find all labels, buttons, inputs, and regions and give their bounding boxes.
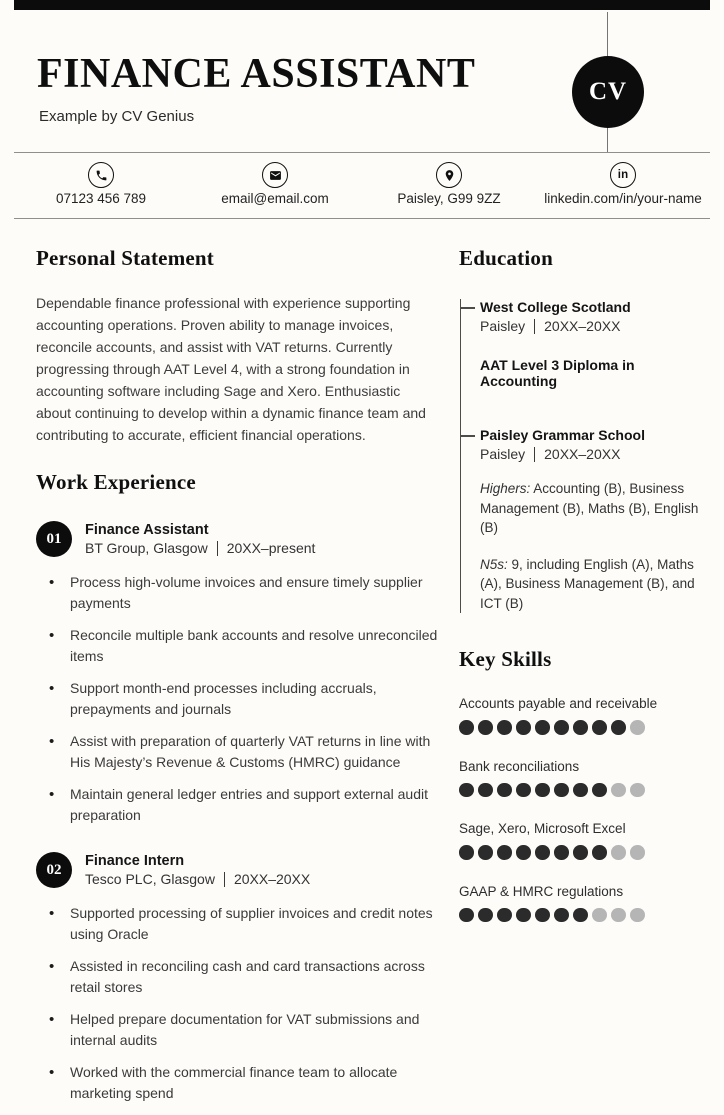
skill-label: GAAP & HMRC regulations bbox=[459, 883, 624, 899]
list-item: • Helped prepare documentation for VAT submissions and internal audits bbox=[36, 1009, 438, 1051]
school-meta bbox=[480, 446, 705, 462]
job-meta bbox=[85, 540, 315, 556]
skill-dot bbox=[630, 783, 645, 798]
job-meta bbox=[85, 871, 310, 887]
personal-statement-heading: Personal Statement bbox=[36, 246, 214, 270]
skill-dot bbox=[630, 845, 645, 860]
personal-statement-body: Dependable finance professional with experience supporting accounting operations. Proven ability to manage invoices, reconcile accounts, and assist with VAT returns. Currently progressing through AAT Level 4, with a strong foundation in accounting software including Sage and Xero. Enthusiastic about continuing to develop within a dynamic finance team and contributing to accurate, efficient financial operations. bbox=[36, 295, 426, 443]
page-title: FINANCE ASSISTANT bbox=[37, 51, 476, 97]
education-heading: Education bbox=[459, 246, 553, 270]
contact-item-linkedin bbox=[536, 153, 710, 217]
pipe-divider bbox=[224, 872, 225, 887]
skill-dot bbox=[516, 720, 531, 735]
skill-dot bbox=[573, 845, 588, 860]
n5s-detail: N5s: 9, including English (A), Maths (A), Business Management (B), and ICT (B) bbox=[480, 556, 695, 611]
contact-item-location bbox=[362, 153, 536, 217]
skill-row bbox=[459, 884, 705, 923]
education-entry-1 bbox=[461, 299, 705, 389]
job-entry-1 bbox=[36, 521, 438, 826]
job-company: BT Group, Glasgow bbox=[85, 540, 208, 556]
email-icon bbox=[262, 162, 288, 188]
list-item: • Assist with preparation of quarterly VAT returns in line with His Majesty’s Revenue & Customs (HMRC) guidance bbox=[36, 731, 438, 773]
skill-dot bbox=[592, 720, 607, 735]
school-dates: 20XX–20XX bbox=[544, 318, 621, 334]
list-item: • Worked with the commercial finance team to allocate marketing spend bbox=[36, 1062, 438, 1104]
skill-dot bbox=[497, 720, 512, 735]
skill-rating-dots bbox=[459, 908, 705, 923]
skill-dot bbox=[592, 908, 607, 923]
highers-detail: Highers: Accounting (B), Business Management (B), Maths (B), English (B) bbox=[480, 481, 699, 535]
phone-icon bbox=[88, 162, 114, 188]
pipe-divider bbox=[217, 541, 218, 556]
skill-dot bbox=[592, 845, 607, 860]
school-location: Paisley bbox=[480, 318, 526, 334]
key-skills-heading: Key Skills bbox=[459, 647, 552, 671]
pipe-divider bbox=[534, 447, 535, 462]
linkedin-icon: in bbox=[610, 162, 636, 188]
list-item: • Support month-end processes including accruals, prepayments and journals bbox=[36, 678, 438, 720]
skill-dot bbox=[459, 908, 474, 923]
skill-dot bbox=[535, 783, 550, 798]
pipe-divider bbox=[534, 319, 535, 334]
skill-dot bbox=[611, 845, 626, 860]
skill-dot bbox=[497, 845, 512, 860]
list-item: • Reconcile multiple bank accounts and resolve unreconciled items bbox=[36, 625, 438, 667]
left-column bbox=[36, 246, 438, 1115]
work-experience-heading: Work Experience bbox=[36, 470, 196, 494]
job-number-badge: 02 bbox=[36, 852, 72, 888]
contact-divider bbox=[14, 218, 710, 219]
skill-dot bbox=[554, 908, 569, 923]
skill-dot bbox=[535, 908, 550, 923]
phone-number: 07123 456 789 bbox=[55, 191, 147, 206]
skill-dot bbox=[611, 908, 626, 923]
top-accent-bar bbox=[14, 0, 710, 10]
skill-dot bbox=[554, 845, 569, 860]
job-title: Finance Intern bbox=[85, 853, 185, 869]
job-bullet-list bbox=[36, 572, 438, 826]
skill-dot bbox=[497, 908, 512, 923]
skill-row bbox=[459, 759, 705, 798]
skill-rating-dots bbox=[459, 845, 705, 860]
school-name: Paisley Grammar School bbox=[480, 427, 645, 443]
skill-dot bbox=[478, 720, 493, 735]
skill-dot bbox=[535, 720, 550, 735]
degree-title: AAT Level 3 Diploma in Accounting bbox=[480, 357, 635, 389]
skill-dot bbox=[611, 720, 626, 735]
job-dates: 20XX–20XX bbox=[233, 871, 311, 887]
skill-dot bbox=[497, 783, 512, 798]
skill-dot bbox=[573, 908, 588, 923]
school-meta bbox=[480, 318, 705, 334]
skill-dot bbox=[459, 783, 474, 798]
list-item: • Supported processing of supplier invoices and credit notes using Oracle bbox=[36, 903, 438, 945]
skill-dot bbox=[630, 720, 645, 735]
school-location: Paisley bbox=[480, 446, 526, 462]
skill-dot bbox=[516, 908, 531, 923]
skill-dot bbox=[573, 720, 588, 735]
skill-label: Accounts payable and receivable bbox=[459, 696, 658, 711]
skill-dot bbox=[459, 720, 474, 735]
list-item: • Process high-volume invoices and ensure timely supplier payments bbox=[36, 572, 438, 614]
contact-item-email bbox=[188, 153, 362, 217]
contact-item-phone bbox=[14, 153, 188, 217]
skill-rating-dots bbox=[459, 720, 705, 735]
location-text: Paisley, G99 9ZZ bbox=[397, 191, 501, 206]
skill-dot bbox=[630, 908, 645, 923]
skill-label: Bank reconciliations bbox=[459, 758, 580, 774]
location-icon bbox=[436, 162, 462, 188]
skill-dot bbox=[554, 783, 569, 798]
skill-dot bbox=[478, 845, 493, 860]
education-entry-2 bbox=[461, 427, 705, 613]
contact-row bbox=[14, 153, 710, 217]
job-entry-2 bbox=[36, 852, 438, 1104]
linkedin-url: linkedin.com/in/your-name bbox=[544, 191, 702, 206]
job-dates: 20XX–present bbox=[226, 540, 316, 556]
job-header bbox=[36, 852, 438, 888]
education-timeline bbox=[460, 299, 705, 613]
skill-dot bbox=[516, 783, 531, 798]
skill-rating-dots bbox=[459, 783, 705, 798]
email-address: email@email.com bbox=[221, 191, 329, 206]
job-header bbox=[36, 521, 438, 557]
skill-row bbox=[459, 696, 705, 735]
job-title: Finance Assistant bbox=[85, 522, 209, 538]
skill-dot bbox=[611, 783, 626, 798]
list-item: • Maintain general ledger entries and support external audit preparation bbox=[36, 784, 438, 826]
job-bullet-list bbox=[36, 903, 438, 1104]
skill-dot bbox=[516, 845, 531, 860]
school-dates: 20XX–20XX bbox=[544, 446, 621, 462]
job-number-badge: 01 bbox=[36, 521, 72, 557]
cv-logo-text: CV bbox=[588, 78, 628, 105]
skill-dot bbox=[573, 783, 588, 798]
skill-dot bbox=[554, 720, 569, 735]
skill-dot bbox=[478, 783, 493, 798]
skill-dot bbox=[478, 908, 493, 923]
skill-dot bbox=[535, 845, 550, 860]
cv-logo-badge bbox=[572, 56, 644, 128]
school-name: West College Scotland bbox=[480, 299, 631, 315]
skill-dot bbox=[459, 845, 474, 860]
job-company: Tesco PLC, Glasgow bbox=[85, 871, 215, 887]
page-subtitle: Example by CV Genius bbox=[39, 108, 195, 125]
skill-label: Sage, Xero, Microsoft Excel bbox=[459, 821, 626, 836]
list-item: • Assisted in reconciling cash and card transactions across retail stores bbox=[36, 956, 438, 998]
right-column bbox=[459, 246, 705, 922]
skill-dot bbox=[592, 783, 607, 798]
skill-row bbox=[459, 821, 705, 860]
